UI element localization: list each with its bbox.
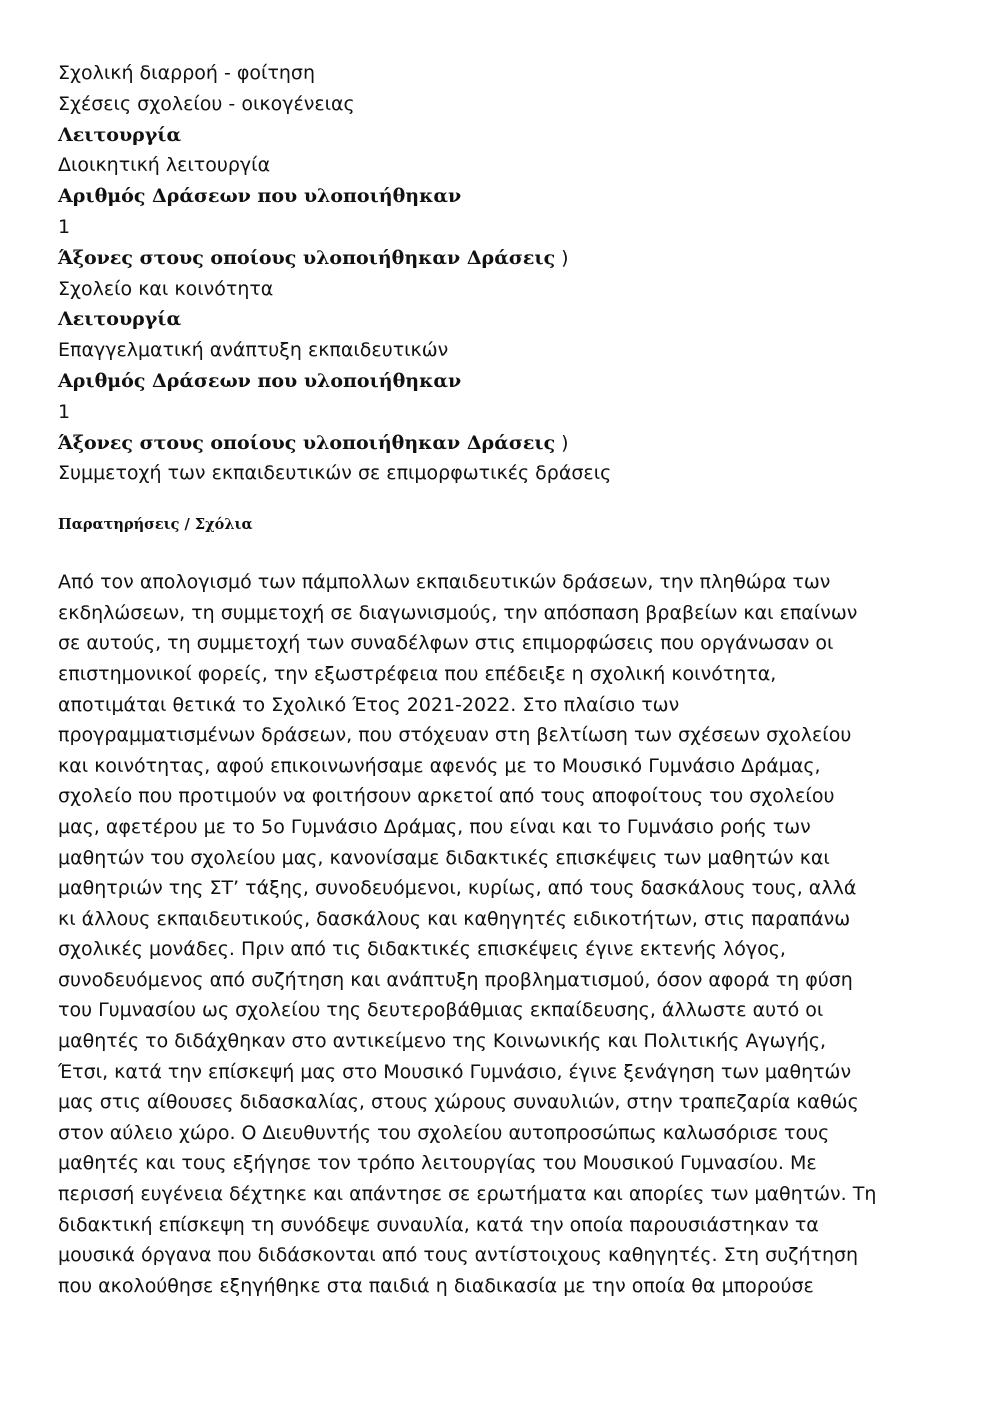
notes-heading: Παρατηρήσεις / Σχόλια xyxy=(58,516,253,534)
paragraph-line: κι άλλους εκπαιδευτικούς, δασκάλους και καθηγητές ειδικοτήτων, στις παραπάνω xyxy=(58,907,851,930)
actions-list xyxy=(58,58,938,489)
paragraph-line: μουσικά όργανα που διδάσκονται από τους αντίστοιχους καθηγητές. Στη συζήτηση xyxy=(58,1244,859,1267)
paragraph-line: μαθητών του σχολείου μας, κανονίσαμε διδακτικές επισκέψεις των μαθητών και xyxy=(58,846,830,869)
label-axes: Άξονες στους οποίους υλοποιήθηκαν Δράσεις xyxy=(58,246,556,269)
paragraph-line: επιστημονικοί φορείς, την εξωστρέφεια που επέδειξε η σχολική κοινότητα, xyxy=(58,662,777,685)
label-function: Λειτουργία xyxy=(58,123,182,146)
paragraph-line: εκδηλώσεων, τη συμμετοχή σε διαγωνισμούς, την απόσπαση βραβείων και επαίνων xyxy=(58,601,858,624)
label-axes-row xyxy=(58,428,938,459)
paragraph-line: που ακολούθησε εξηγήθηκε στα παιδιά η διαδικασία με την οποία θα μπορούσε xyxy=(58,1274,814,1297)
label-actions-count: Αριθμός Δράσεων που υλοποιήθηκαν xyxy=(58,369,462,392)
paragraph-line: μαθητές και τους εξήγησε τον τρόπο λειτουργίας του Μουσικού Γυμνασίου. Με xyxy=(58,1152,817,1175)
paragraph-line: μαθητές το διδάχθηκαν στο αντικείμενο της Κοινωνικής και Πολιτικής Αγωγής, xyxy=(58,1030,827,1053)
paragraph-line: συνοδευόμενος από συζήτηση και ανάπτυξη προβληματισμού, όσον αφορά τη φύση xyxy=(58,968,853,991)
paragraph-line: Από τον απολογισμό των πάμπολλων εκπαιδευτικών δράσεων, την πληθώρα των xyxy=(58,571,831,594)
paragraph-line: μας στις αίθουσες διδασκαλίας, στους χώρους συναυλιών, στην τραπεζαρία καθώς xyxy=(58,1091,859,1114)
paren-suffix: ) xyxy=(555,246,569,269)
paragraph-line: διδακτική επίσκεψη τη συνόδεψε συναυλία, κατά την οποία παρουσιάστηκαν τα xyxy=(58,1213,819,1236)
paragraph-line: μας, αφετέρου με το 5ο Γυμνάσιο Δράμας, που είναι και το Γυμνάσιο ροής των xyxy=(58,815,811,838)
document-page xyxy=(58,58,938,1301)
value-line: Σχολείο και κοινότητα xyxy=(58,277,274,300)
paragraph-line: μαθητριών της ΣΤ’ τάξης, συνοδευόμενοι, κυρίως, από τους δασκάλους τους, αλλά xyxy=(58,877,857,900)
paragraph-line: Έτσι, κατά την επίσκεψή μας στο Μουσικό Γυμνάσιο, έγινε ξενάγηση των μαθητών xyxy=(58,1060,852,1083)
paragraph-line: σε αυτούς, τη συμμετοχή των συναδέλφων στις επιμορφώσεις που οργάνωσαν οι xyxy=(58,632,834,655)
label-axes: Άξονες στους οποίους υλοποιήθηκαν Δράσεις xyxy=(58,431,556,454)
paragraph-line: σχολείο που προτιμούν να φοιτήσουν αρκετοί από τους αποφοίτους του σχολείου xyxy=(58,785,835,808)
value-line: Σχολική διαρροή - φοίτηση xyxy=(58,62,316,84)
value-line: Επαγγελματική ανάπτυξη εκπαιδευτικών xyxy=(58,339,449,362)
label-actions-count: Αριθμός Δράσεων που υλοποιήθηκαν xyxy=(58,185,462,208)
value-line: 1 xyxy=(58,215,71,238)
paragraph-line: προγραμματισμένων δράσεων, που στόχευαν στη βελτίωση των σχέσεων σχολείου xyxy=(58,724,852,747)
value-line: Σχέσεις σχολείου - οικογένειας xyxy=(58,92,355,115)
value-line: 1 xyxy=(58,400,71,423)
paragraph-line: αποτιμάται θετικά το Σχολικό Έτος 2021-2022. Στο πλαίσιο των xyxy=(58,693,680,716)
paragraph-line: στον αύλειο χώρο. Ο Διευθυντής του σχολείου αυτοπροσώπως καλωσόρισε τους xyxy=(58,1121,830,1144)
label-function: Λειτουργία xyxy=(58,308,182,331)
value-line: Διοικητική λειτουργία xyxy=(58,154,271,177)
label-axes-row xyxy=(58,243,938,274)
paren-suffix: ) xyxy=(555,431,569,454)
paragraph-line: του Γυμνασίου ως σχολείου της δευτεροβάθμιας εκπαίδευσης, άλλωστε αυτό οι xyxy=(58,999,824,1022)
value-line: Συμμετοχή των εκπαιδευτικών σε επιμορφωτικές δράσεις xyxy=(58,462,612,485)
paragraph-line: περισσή ευγένεια δέχτηκε και απάντησε σε ερωτήματα και απορίες των μαθητών. Τη xyxy=(58,1183,877,1206)
paragraph-line: σχολικές μονάδες. Πριν από τις διδακτικές επισκέψεις έγινε εκτενής λόγος, xyxy=(58,938,786,961)
notes-paragraph xyxy=(58,567,938,1301)
paragraph-line: και κοινότητας, αφού επικοινωνήσαμε αφενός με το Μουσικό Γυμνάσιο Δράμας, xyxy=(58,754,821,777)
